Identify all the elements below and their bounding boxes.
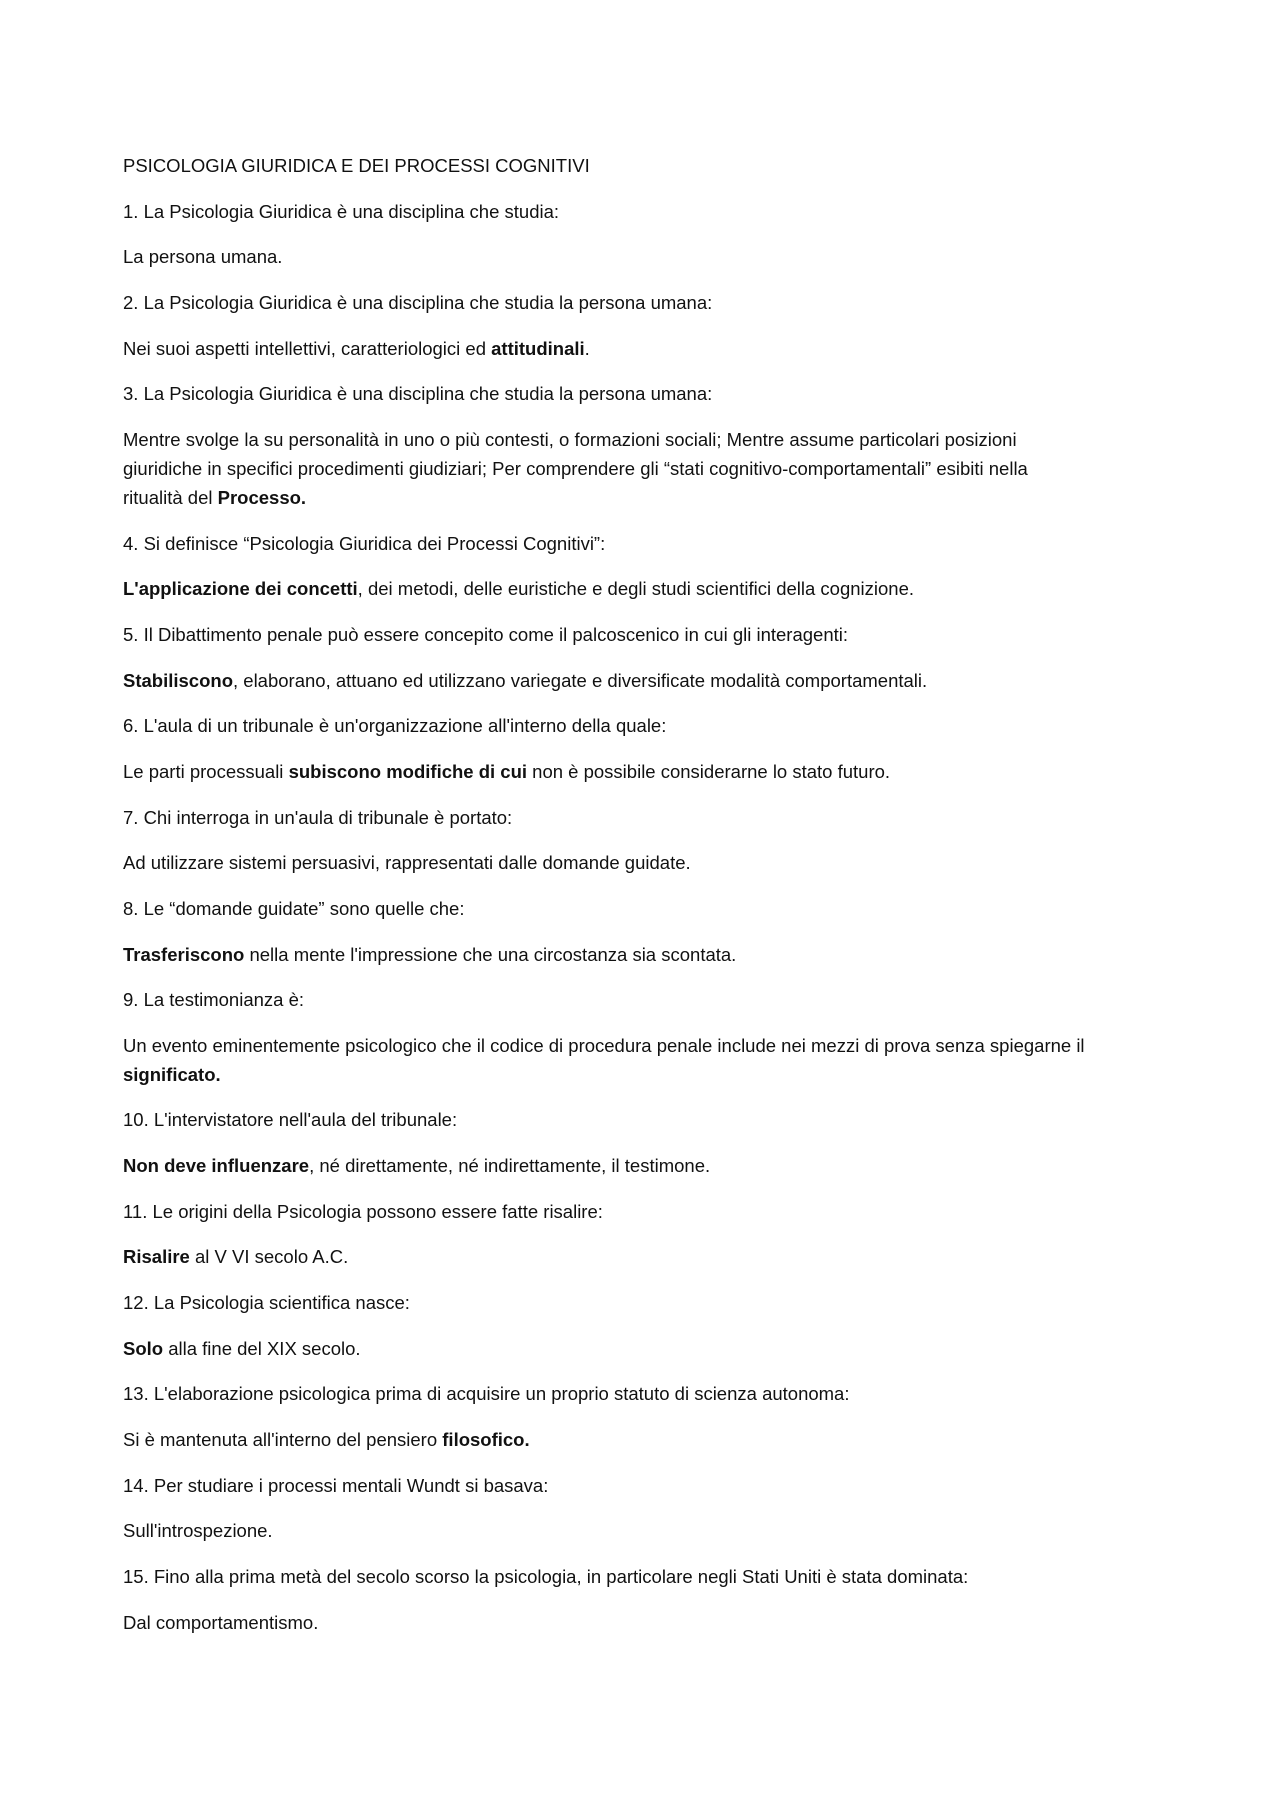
answer-bold-segment: significato. xyxy=(123,1063,221,1085)
question-text: 3. La Psicologia Giuridica è una disciplina che studia la persona umana: xyxy=(123,383,713,405)
question-text: 1. La Psicologia Giuridica è una disciplina che studia: xyxy=(123,200,560,222)
answer-bold-segment: filosofico. xyxy=(442,1429,530,1451)
answer-text xyxy=(123,666,1243,695)
answer-text xyxy=(123,940,1243,969)
question-text: 2. La Psicologia Giuridica è una disciplina che studia la persona umana: xyxy=(123,291,713,313)
answer-segment: . xyxy=(584,337,590,359)
question-answer-list xyxy=(123,197,1243,1637)
answer-text xyxy=(123,334,1243,363)
answer-text xyxy=(123,757,1243,786)
question-text: 14. Per studiare i processi mentali Wundt si basava: xyxy=(123,1474,549,1496)
answer-bold-segment: subiscono modifiche di cui xyxy=(288,760,528,782)
document-title: PSICOLOGIA GIURIDICA E DEI PROCESSI COGNITIVI xyxy=(123,155,590,176)
answer-segment: Dal comportamentismo. xyxy=(123,1611,319,1633)
question-text: 10. L'intervistatore nell'aula del tribunale: xyxy=(123,1109,458,1131)
answer-segment: Si è mantenuta all'interno del pensiero xyxy=(123,1429,443,1451)
question-text: 8. Le “domande guidate” sono quelle che: xyxy=(123,897,465,919)
answer-segment: , né direttamente, né indirettamente, il testimone. xyxy=(309,1155,711,1177)
answer-text xyxy=(123,848,1243,877)
question-text: 13. L'elaborazione psicologica prima di acquisire un proprio statuto di scienza autonoma: xyxy=(123,1383,850,1405)
answer-segment: , elaborano, attuano ed utilizzano variegate e diversificate modalità comportamentali. xyxy=(233,669,928,691)
answer-bold-segment: Risalire xyxy=(123,1246,190,1268)
answer-text xyxy=(123,574,1243,603)
question-text: 6. L'aula di un tribunale è un'organizzazione all'interno della quale: xyxy=(123,715,667,737)
answer-bold-segment: Stabiliscono xyxy=(123,669,233,691)
answer-segment: non è possibile considerarne lo stato futuro. xyxy=(527,760,891,782)
answer-segment: alla fine del XIX secolo. xyxy=(163,1337,361,1359)
answer-bold-segment: Solo xyxy=(123,1337,164,1359)
answer-segment: Mentre svolge la su personalità in uno o più contesti, o formazioni sociali; Mentre assume particolari posizioni giuridiche in specifici procedimenti giudiziari; Per comprendere gli “stati cognitivo-comportamentali” esibiti nella ritualità del xyxy=(123,428,1028,508)
question-text: 12. La Psicologia scientifica nasce: xyxy=(123,1292,410,1314)
question-text: 4. Si definisce “Psicologia Giuridica dei Processi Cognitivi”: xyxy=(123,532,606,554)
answer-bold-segment: Non deve influenzare xyxy=(123,1155,310,1177)
answer-text xyxy=(123,1151,1243,1180)
answer-segment: , dei metodi, delle euristiche e degli studi scientifici della cognizione. xyxy=(357,578,915,600)
answer-bold-segment: attitudinali xyxy=(491,337,585,359)
answer-segment: Nei suoi aspetti intellettivi, caratteriologici ed xyxy=(123,337,492,359)
answer-text xyxy=(123,242,1243,271)
question-text: 15. Fino alla prima metà del secolo scorso la psicologia, in particolare negli Stati Uniti è stata dominata: xyxy=(123,1566,969,1588)
answer-bold-segment: Processo. xyxy=(217,486,307,508)
question-text: 9. La testimonianza è: xyxy=(123,989,304,1011)
answer-segment: Un evento eminentemente psicologico che il codice di procedura penale include nei mezzi di prova senza spiegarne il xyxy=(123,1034,1085,1056)
answer-text xyxy=(123,1334,1243,1363)
answer-text xyxy=(123,1242,1243,1271)
answer-segment: nella mente l'impressione che una circostanza sia scontata. xyxy=(244,943,737,965)
answer-segment: Le parti processuali xyxy=(123,760,289,782)
answer-bold-segment: Trasferiscono xyxy=(123,943,245,965)
question-text: 5. Il Dibattimento penale può essere concepito come il palcoscenico in cui gli interagenti: xyxy=(123,623,848,645)
question-text: 11. Le origini della Psicologia possono essere fatte risalire: xyxy=(123,1200,603,1222)
answer-segment: Sull'introspezione. xyxy=(123,1520,273,1542)
answer-segment: al V VI secolo A.C. xyxy=(189,1246,349,1268)
answer-text xyxy=(123,1516,1243,1545)
document-page xyxy=(123,151,1243,1653)
answer-segment: Ad utilizzare sistemi persuasivi, rappresentati dalle domande guidate. xyxy=(123,852,691,874)
answer-bold-segment: L'applicazione dei concetti xyxy=(123,578,358,600)
answer-segment: La persona umana. xyxy=(123,246,283,268)
answer-text xyxy=(123,1031,1243,1089)
answer-text xyxy=(123,1608,1243,1637)
answer-text xyxy=(123,1425,1243,1454)
question-text: 7. Chi interroga in un'aula di tribunale è portato: xyxy=(123,806,513,828)
answer-text xyxy=(123,425,1243,512)
